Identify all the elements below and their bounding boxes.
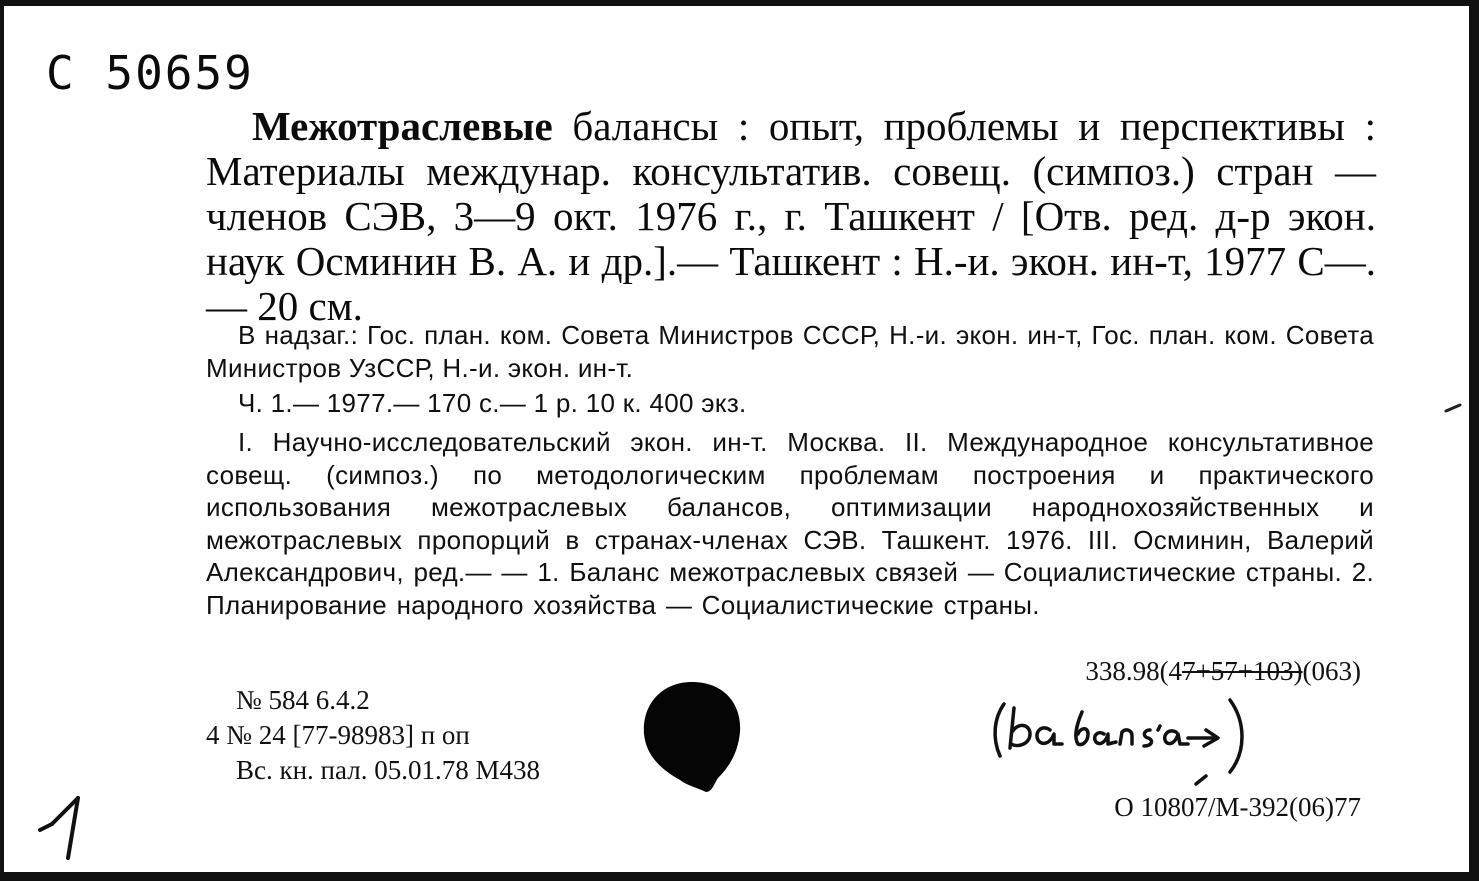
udc-struck-part: 7+57+103) [1182, 656, 1303, 686]
udc-prefix: 338.98(4 [1085, 656, 1183, 686]
punch-hole-blot [640, 676, 744, 794]
handwritten-balansas-note [984, 686, 1254, 786]
catalog-code: О 10807/М-392(06)77 [1114, 792, 1361, 822]
tracings: I. Научно-исследовательский экон. ин-т. Москва. II. Международное консультативное совещ. (симпоз.) по методологическим проблемам построения и практического использования межотраслевых балансов, оптимизации народнохозяйственных и межотраслевых пропорций в странах-членах СЭВ. Ташкент. 1976. III. Осминин, Валерий Александрович, ред.— — 1. Баланс межотраслевых связей — Социалистические страны. 2. Планирование народного хозяйства — Социалистические страны. [206, 427, 1374, 620]
entry-body: балансы : опыт, проблемы и перспективы : Материалы междунар. консультатив. совещ. (симпоз.) стран — членов СЭВ, 3—9 окт. 1976 г., г. Ташкент / [Отв. ред. д-р экон. наук Осминин В. А. и др.].— Ташкент : Н.-и. экон. ин-т, 1977 С—.— 20 см. [206, 103, 1376, 329]
issuing-bodies-note: В надзаг.: Гос. план. ком. Совета Министров СССР, Н.-и. экон. ин-т, Гос. план. ком. Совета Министров УзССР, Н.-и. экон. ин-т. [206, 320, 1374, 383]
part-info-note: Ч. 1.— 1977.— 170 с.— 1 р. 10 к. 400 экз. [238, 388, 747, 418]
main-entry [206, 104, 1376, 329]
registration-line-3: Вс. кн. пал. 05.01.78 М438 [236, 755, 540, 785]
udc-classification [1085, 656, 1361, 687]
registration-line-1: № 584 6.4.2 [236, 685, 370, 715]
registration-line-2: 4 № 24 [77-98983] п оп [206, 720, 470, 750]
entry-heading: Межотраслевые [252, 103, 553, 149]
catalog-number: С 50659 [46, 46, 254, 100]
handwritten-mark-one [34, 794, 104, 864]
udc-suffix: (063) [1302, 656, 1361, 686]
pencil-tick-mark [1444, 401, 1464, 415]
